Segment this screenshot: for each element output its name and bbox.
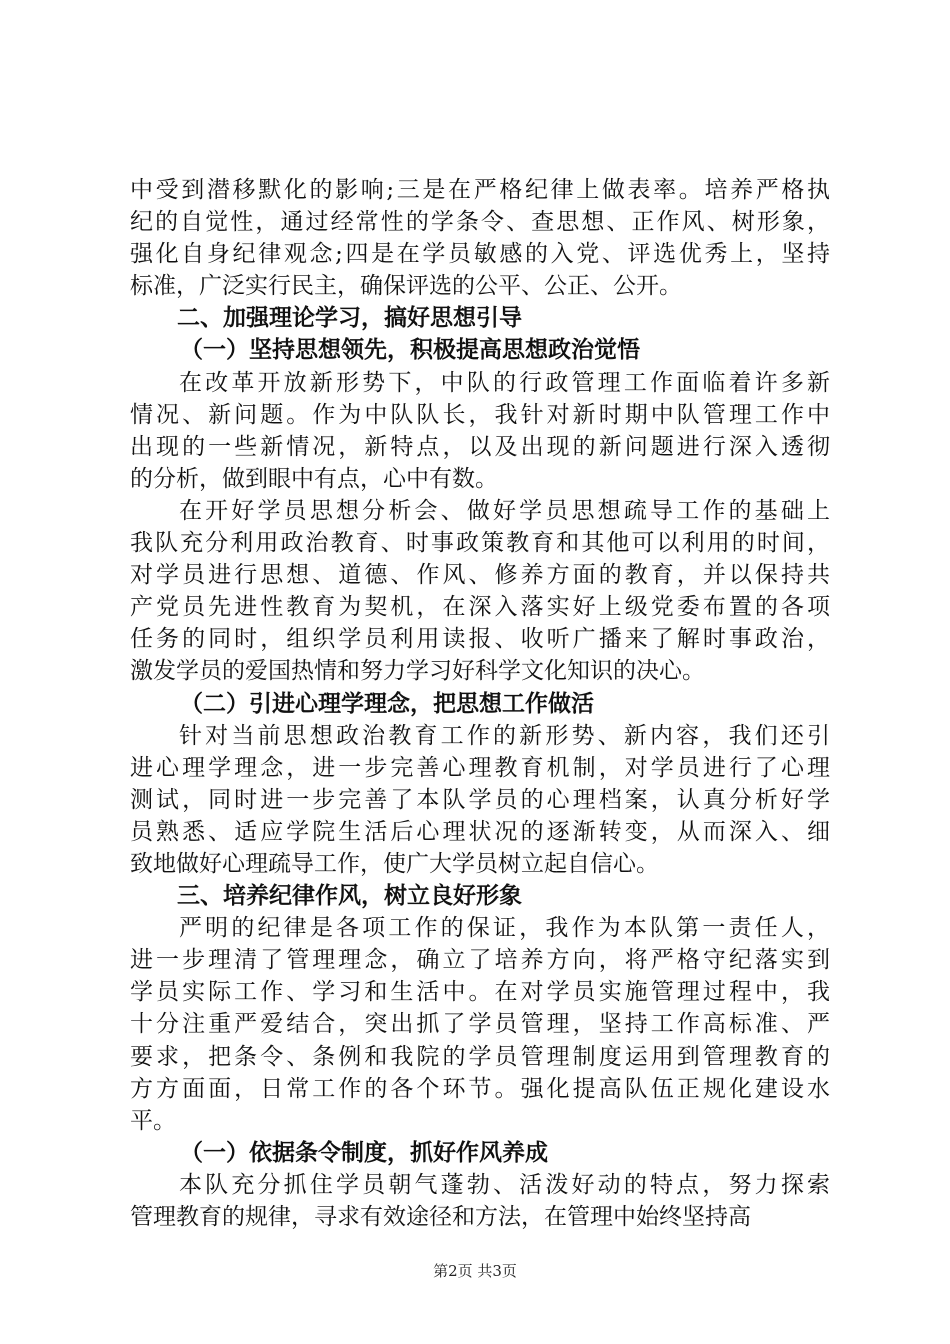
text-line: 本队充分抓住学员朝气蓬勃、活泼好动的特点，努力探索 — [179, 1171, 830, 1198]
subsection-heading: （一）坚持思想领先，积极提高思想政治觉悟 — [180, 337, 640, 364]
text-line: 致地做好心理疏导工作，使广大学员树立起自信心。 — [130, 850, 659, 877]
text-line: 产党员先进性教育为契机，在深入落实好上级党委布置的各项 — [130, 594, 830, 621]
text-line: 情况、新问题。作为中队队长，我针对新时期中队管理工作中 — [130, 401, 830, 428]
document-body — [130, 174, 830, 1233]
text-line: 强化自身纪律观念;四是在学员敏感的入党、评选优秀上，坚持 — [130, 241, 830, 268]
text-line: 学员实际工作、学习和生活中。在对学员实施管理过程中，我 — [130, 979, 830, 1006]
text-line: 方方面面，日常工作的各个环节。强化提高队伍正规化建设水 — [130, 1075, 830, 1102]
text-line: 进心理学理念，进一步完善心理教育机制，对学员进行了心理 — [130, 754, 830, 781]
section-heading: 三、培养纪律作风，树立良好形象 — [177, 883, 522, 910]
text-line: 激发学员的爱国热情和努力学习好科学文化知识的决心。 — [130, 658, 705, 685]
text-line: 我队充分利用政治教育、时事政策教育和其他可以利用的时间， — [130, 530, 830, 557]
text-line: 标准，广泛实行民主，确保评选的公平、公正、公开。 — [130, 273, 682, 300]
text-line: 平。 — [130, 1107, 176, 1134]
body-paragraph — [130, 720, 830, 880]
text-line: 十分注重严爱结合，突出抓了学员管理，坚持工作高标准、严 — [130, 1011, 830, 1038]
text-line: 在改革开放新形势下，中队的行政管理工作面临着许多新 — [179, 369, 830, 396]
body-paragraph — [130, 1169, 830, 1233]
body-paragraph — [130, 174, 830, 302]
body-paragraph — [130, 367, 830, 495]
section-heading: 二、加强理论学习，搞好思想引导 — [177, 305, 522, 332]
text-line: 的分析，做到眼中有点，心中有数。 — [130, 465, 498, 492]
text-line: 管理教育的规律，寻求有效途径和方法，在管理中始终坚持高 — [130, 1204, 751, 1230]
body-paragraph — [130, 495, 830, 688]
page-footer: 第2页 共3页 — [433, 1262, 517, 1280]
text-line: 员熟悉、适应学院生活后心理状况的逐渐转变，从而深入、细 — [130, 818, 830, 845]
text-line: 出现的一些新情况，新特点，以及出现的新问题进行深入透彻 — [130, 433, 830, 460]
text-line: 要求，把条令、条例和我院的学员管理制度运用到管理教育的 — [130, 1043, 830, 1070]
subsection-heading: （二）引进心理学理念，把思想工作做活 — [180, 690, 594, 717]
text-line: 测试，同时进一步完善了本队学员的心理档案，认真分析好学 — [130, 786, 830, 813]
text-line: 对学员进行思想、道德、作风、修养方面的教育，并以保持共 — [130, 562, 830, 589]
text-line: 严明的纪律是各项工作的保证，我作为本队第一责任人， — [179, 915, 830, 942]
subsection-heading: （一）依据条令制度，抓好作风养成 — [180, 1139, 548, 1166]
text-line: 纪的自觉性，通过经常性的学条令、查思想、正作风、树形象， — [130, 209, 830, 236]
text-line: 中受到潜移默化的影响;三是在严格纪律上做表率。培养严格执 — [130, 177, 830, 203]
body-paragraph — [130, 912, 830, 1137]
text-line: 进一步理清了管理理念，确立了培养方向，将严格守纪落实到 — [130, 947, 830, 974]
text-line: 在开好学员思想分析会、做好学员思想疏导工作的基础上 — [179, 497, 830, 524]
text-line: 任务的同时，组织学员利用读报、收听广播来了解时事政治， — [130, 626, 830, 653]
text-line: 针对当前思想政治教育工作的新形势、新内容，我们还引 — [179, 722, 830, 749]
